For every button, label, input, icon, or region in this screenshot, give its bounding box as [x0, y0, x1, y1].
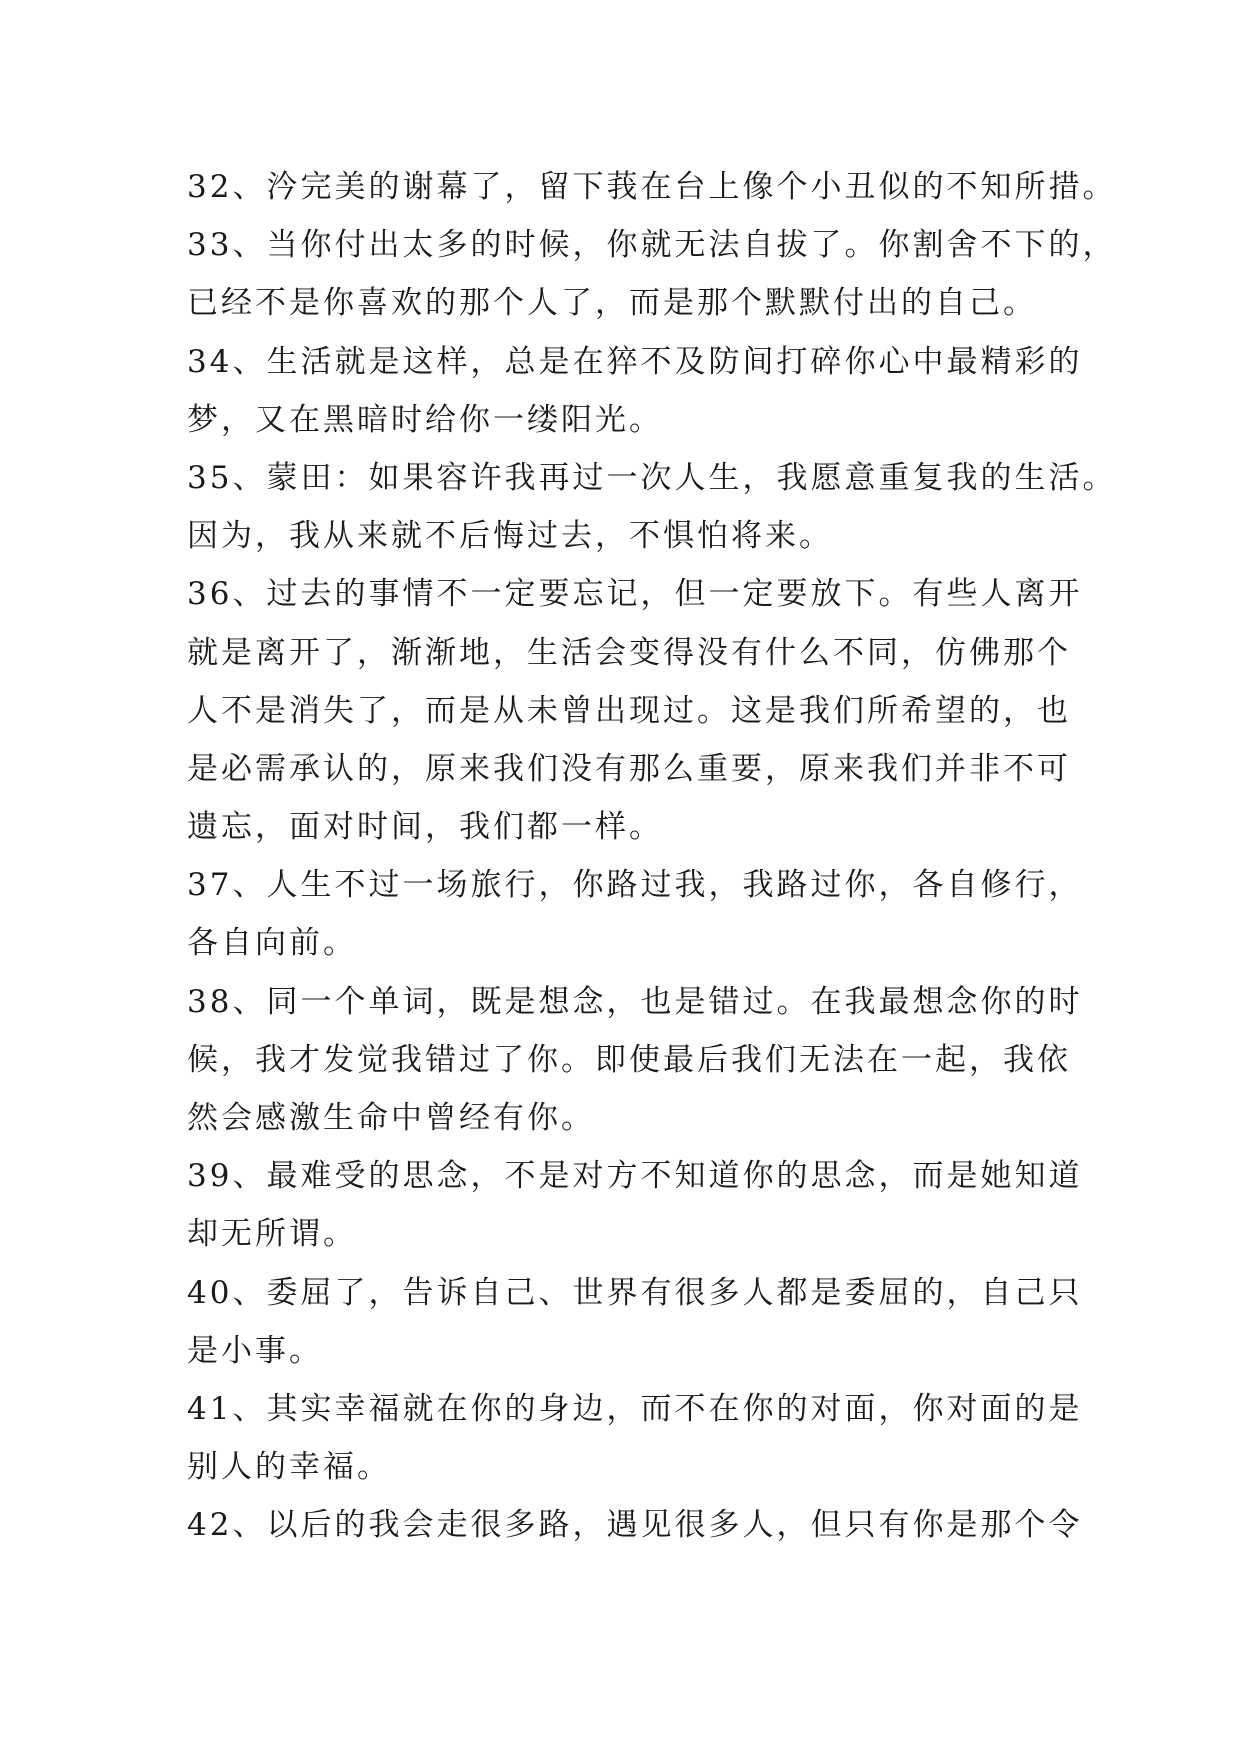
text-line: 人不是消失了，而是从未曾出现过。这是我们所希望的，也	[187, 692, 1071, 729]
text-line: 各自向前。	[187, 925, 357, 962]
text-line: 35、蒙田：如果容许我再过一次人生，我愿意重复我的生活。	[187, 459, 1117, 496]
text-line: 34、生活就是这样，总是在猝不及防间打碎你心中最精彩的	[187, 343, 1083, 380]
text-line: 32、汵完美的谢幕了，留下莪在台上像个小丑似的不知所措。	[187, 169, 1117, 205]
text-line: 是小事。	[187, 1332, 323, 1369]
text-line: 41、其实幸福就在你的身边，而不在你的对面，你对面的是	[187, 1390, 1083, 1427]
text-line: 36、过去的事情不一定要忘记，但一定要放下。有些人离开	[187, 576, 1083, 613]
text-line: 别人的幸福。	[187, 1449, 391, 1486]
text-line: 遗忘，面对时间，我们都一样。	[187, 809, 663, 846]
text-line: 因为，我从来就不后悔过去，不惧怕将来。	[187, 518, 833, 555]
text-line: 33、当你付出太多的时候，你就无法自拔了。你割舍不下的，	[187, 227, 1117, 264]
text-line: 却无所谓。	[187, 1216, 357, 1253]
text-line: 39、最难受的思念，不是对方不知道你的思念，而是她知道	[187, 1158, 1083, 1195]
text-line: 候，我才发觉我错过了你。即使最后我们无法在一起，我依	[187, 1041, 1071, 1078]
text-line: 就是离开了，渐渐地，生活会变得没有什么不同，仿佛那个	[187, 634, 1071, 671]
text-line: 梦，又在黑暗时给你一缕阳光。	[187, 401, 663, 438]
text-line: 是必需承认的，原来我们没有那么重要，原来我们并非不可	[187, 750, 1071, 787]
text-line: 然会感激生命中曾经有你。	[187, 1100, 595, 1136]
text-line: 40、委屈了，告诉自己、世界有很多人都是委屈的，自己只	[187, 1274, 1083, 1311]
text-line: 38、同一个单词，既是想念，也是错过。在我最想念你的时	[187, 983, 1083, 1020]
text-line: 42、以后的我会走很多路，遇见很多人，但只有你是那个令	[187, 1507, 1083, 1544]
document-body	[187, 158, 1117, 1555]
text-line: 37、人生不过一场旅行，你路过我，我路过你，各自修行，	[187, 867, 1083, 904]
text-line: 已经不是你喜欢的那个人了，而是那个默默付出的自己。	[187, 285, 1037, 322]
